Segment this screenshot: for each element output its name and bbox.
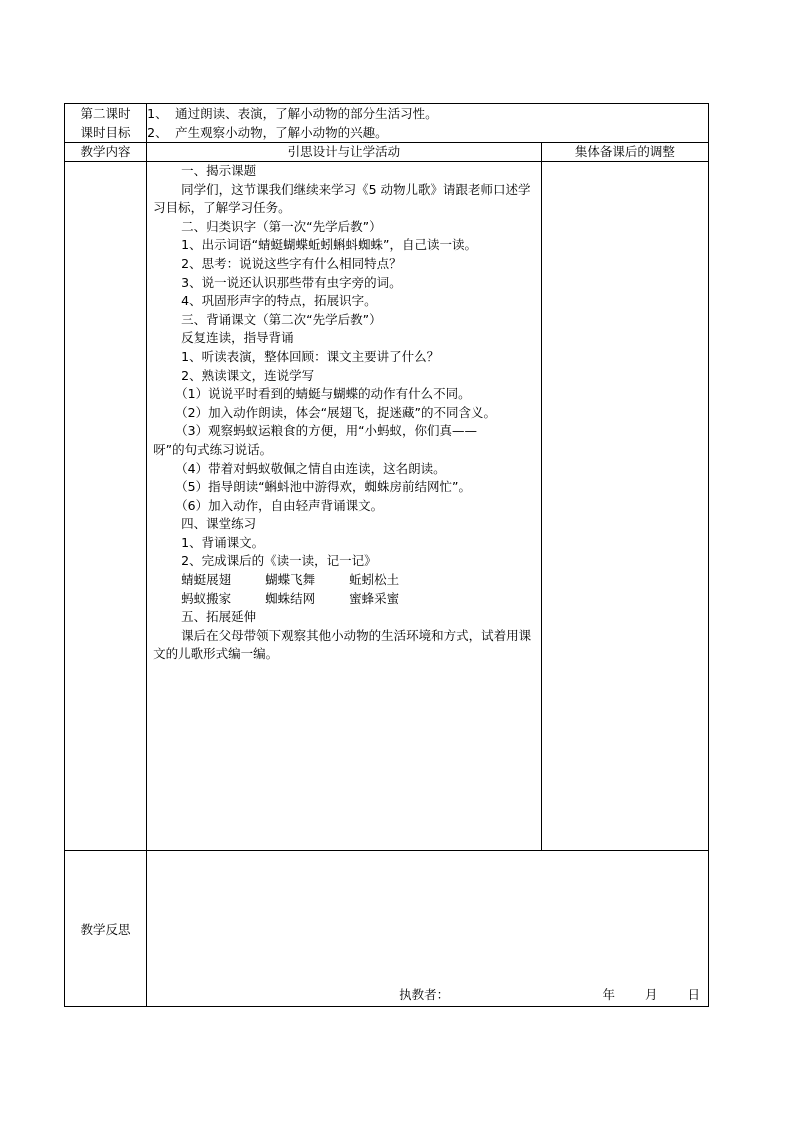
section-title: 五、拓展延伸 <box>181 609 257 625</box>
goals-cell <box>147 104 709 143</box>
list-item: 1、听读表演，整体回顾：课文主要讲了什么？ <box>181 348 440 364</box>
word: 蝴蝶飞舞 <box>265 572 316 588</box>
column-header-row <box>65 143 709 162</box>
lesson-goal-row <box>65 104 709 143</box>
month-label: 月 <box>644 987 658 1002</box>
word: 蚂蚁搬家 <box>181 590 232 606</box>
reflection-cell <box>147 851 709 1007</box>
sub-item: （2）加入动作朗读，体会“展翅飞，捉迷藏”的不同含义。 <box>175 404 497 420</box>
sub-item: （6）加入动作，自由轻声背诵课文。 <box>175 497 384 513</box>
list-item: 2、思考：说说这些字有什么相同特点？ <box>181 255 402 271</box>
goal-text: 产生观察小动物，了解小动物的兴趣。 <box>175 125 388 140</box>
sub-item: （3）观察蚂蚁运粮食的方便，用“小蚂蚁，你们真—— <box>175 423 478 439</box>
sub-item: （4）带着对蚂蚁敬佩之情自由连读，这名朗读。 <box>175 460 446 476</box>
year-label: 年 <box>602 987 615 1002</box>
list-item: 2、熟读课文，连说学写 <box>181 367 315 383</box>
activity-row <box>65 162 709 851</box>
goal-label: 课时目标 <box>80 125 131 140</box>
teacher-label: 执教者： <box>399 987 450 1002</box>
signature-area <box>147 851 708 1005</box>
paragraph: 课后在父母带领下观察其他小动物的生活环境和方式，试着用课文的儿歌形式编一编。 <box>153 627 532 662</box>
word: 蚯蚓松土 <box>349 572 400 588</box>
reflection-row <box>65 851 709 1007</box>
sub-item-continued: 呀”的句式练习说话。 <box>153 441 273 457</box>
section-title: 四、课堂练习 <box>181 516 257 532</box>
col-content-header: 教学内容 <box>65 143 147 162</box>
lesson-label: 第二课时 <box>80 106 131 121</box>
sub-item: （5）指导朗读“蝌蚪池中游得欢，蜘蛛房前结网忙”。 <box>175 479 472 495</box>
word-row <box>153 590 535 609</box>
word: 蜘蛛结网 <box>265 590 316 606</box>
section-title: 二、归类识字（第一次“先学后教”） <box>181 218 382 234</box>
sub-item: （1）说说平时看到的蜻蜓与蝴蝶的动作有什么不同。 <box>175 386 471 402</box>
list-item: 1、背诵课文。 <box>181 534 265 550</box>
section-title: 一、揭示课题 <box>181 163 257 178</box>
reflection-label: 教学反思 <box>65 851 147 1007</box>
date-fields <box>572 985 700 1003</box>
list-item: 4、巩固形声字的特点，拓展识字。 <box>181 293 377 309</box>
goal-item <box>147 104 708 123</box>
content-cell <box>65 162 147 851</box>
goal-text: 通过朗读、表演，了解小动物的部分生活习性。 <box>175 106 438 121</box>
paragraph: 同学们，这节课我们继续来学习《5 动物儿歌》请跟老师口述学习目标，了解学习任务。 <box>153 181 531 216</box>
goal-item <box>147 123 708 142</box>
lesson-plan-table <box>64 103 709 1007</box>
activity-text <box>147 162 541 664</box>
adjust-cell <box>541 162 708 851</box>
col-design-header: 引思设计与让学活动 <box>147 143 542 162</box>
section-title: 三、背诵课文（第二次“先学后教”） <box>181 311 382 327</box>
list-item: 反复连读，指导背诵 <box>181 330 294 346</box>
word-row <box>153 571 535 590</box>
word: 蜻蜓展翅 <box>181 572 232 588</box>
col-adjust-header: 集体备课后的调整 <box>541 143 708 162</box>
list-item: 2、完成课后的《读一读，记一记》 <box>181 553 377 569</box>
word: 蜜蜂采蜜 <box>349 590 400 606</box>
activity-cell <box>147 162 542 851</box>
goal-number: 1、 <box>147 106 168 121</box>
goal-number: 2、 <box>147 125 168 140</box>
list-item: 1、出示词语“蜻蜓蝴蝶蚯蚓蝌蚪蜘蛛”，自己读一读。 <box>181 237 478 253</box>
list-item: 3、说一说还认识那些带有虫字旁的词。 <box>181 274 402 290</box>
day-label: 日 <box>687 987 700 1002</box>
lesson-label-cell <box>65 104 147 143</box>
